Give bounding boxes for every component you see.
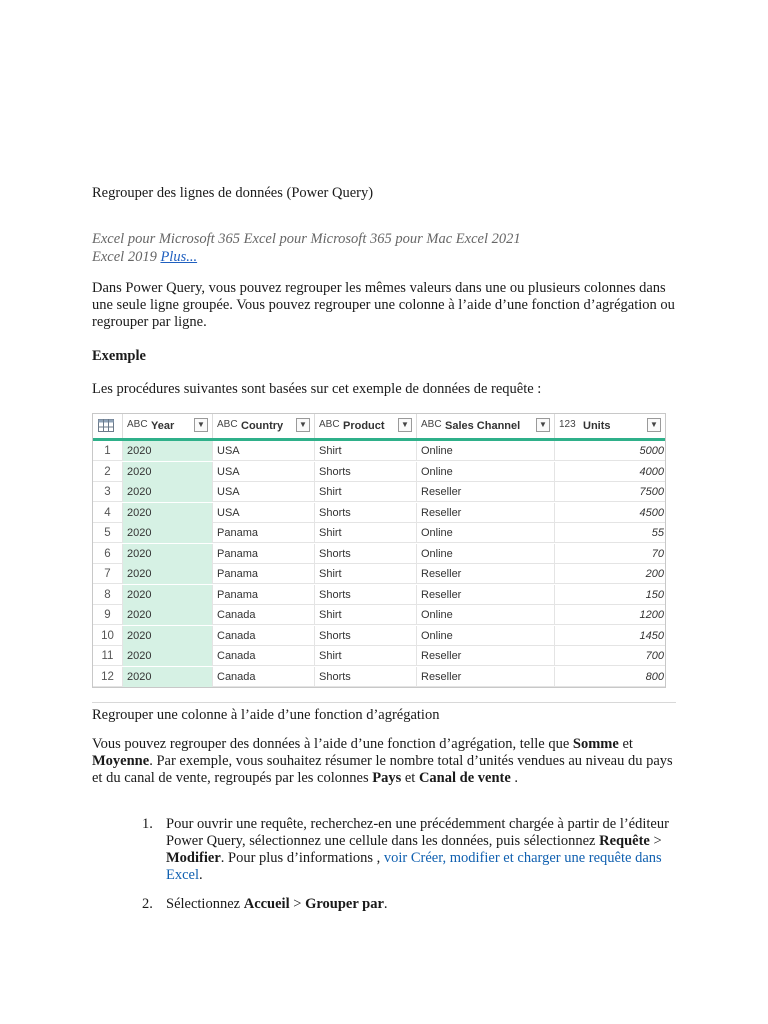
- cell-sales-channel[interactable]: Online: [417, 462, 555, 482]
- example-heading: Exemple: [92, 348, 146, 364]
- cell-units[interactable]: 1450: [639, 629, 664, 642]
- applies-to-text: Excel pour Microsoft 365 Excel pour Microsoft 365 pour Mac Excel 2021 Excel 2019: [92, 231, 521, 265]
- table-row: [93, 441, 665, 461]
- cell-sales-channel[interactable]: Reseller: [417, 667, 555, 687]
- row-number[interactable]: 3: [93, 482, 123, 502]
- step-text: [166, 896, 678, 913]
- bold-term: Canal de vente: [418, 770, 511, 786]
- table-icon: [98, 419, 114, 432]
- table-row: [93, 646, 665, 666]
- filter-dropdown-icon[interactable]: ▼: [296, 418, 310, 432]
- row-number[interactable]: 6: [93, 544, 123, 564]
- bold-term: Accueil: [243, 896, 290, 912]
- cell-country[interactable]: Canada: [213, 605, 315, 625]
- list-item: [92, 896, 682, 916]
- text: Sélectionnez: [166, 896, 244, 912]
- filter-dropdown-icon[interactable]: ▼: [536, 418, 550, 432]
- row-number[interactable]: 12: [93, 667, 123, 687]
- text: . Par exemple, vous souhaitez résumer le nombre total d’unités vendues au niveau du pays et du canal de vente, regroupés par les colonnes: [92, 753, 673, 786]
- cell-country[interactable]: USA: [213, 441, 315, 461]
- text: . Pour plus d’informations ,: [220, 850, 384, 866]
- row-number[interactable]: 4: [93, 503, 123, 523]
- row-number[interactable]: 2: [93, 462, 123, 482]
- cell-units[interactable]: 70: [651, 547, 664, 560]
- cell-sales-channel[interactable]: Reseller: [417, 482, 555, 502]
- cell-product[interactable]: Shorts: [315, 585, 417, 605]
- column-header-units[interactable]: [555, 414, 665, 438]
- cell-sales-channel[interactable]: Online: [417, 523, 555, 543]
- cell-units[interactable]: 200: [645, 568, 664, 580]
- column-header-sales-channel[interactable]: [417, 414, 555, 438]
- text: >: [289, 896, 306, 912]
- cell-country[interactable]: USA: [213, 462, 315, 482]
- text-type-icon: ABC: [217, 419, 238, 430]
- cell-sales-channel[interactable]: Online: [417, 626, 555, 646]
- cell-year[interactable]: 2020: [123, 544, 213, 564]
- intro-paragraph: Dans Power Query, vous pouvez regrouper les mêmes valeurs dans une ou plusieurs colonnes dans une seule ligne groupée. Vous pouvez regrouper une colonne à l’aide d’une fonction d’agrégation ou regrouper par ligne.: [92, 280, 675, 330]
- cell-year[interactable]: 2020: [123, 503, 213, 523]
- cell-sales-channel[interactable]: Online: [417, 544, 555, 564]
- text: et: [401, 770, 419, 786]
- table-row: [93, 626, 665, 646]
- table-row: [93, 564, 665, 584]
- cell-product[interactable]: Shirt: [315, 441, 417, 461]
- column-header-product[interactable]: [315, 414, 417, 438]
- column-name: Units: [583, 420, 611, 432]
- table-header: [93, 414, 665, 441]
- cell-year[interactable]: 2020: [123, 667, 213, 687]
- cell-product[interactable]: Shorts: [315, 503, 417, 523]
- section-paragraph: [92, 736, 682, 787]
- cell-sales-channel[interactable]: Reseller: [417, 503, 555, 523]
- cell-sales-channel[interactable]: Online: [417, 605, 555, 625]
- row-number[interactable]: 9: [93, 605, 123, 625]
- bold-term: Requête: [599, 833, 650, 849]
- filter-dropdown-icon[interactable]: ▼: [194, 418, 208, 432]
- text: >: [649, 833, 662, 849]
- row-number[interactable]: 8: [93, 585, 123, 605]
- cell-year[interactable]: 2020: [123, 585, 213, 605]
- row-number[interactable]: 5: [93, 523, 123, 543]
- cell-product[interactable]: Shirt: [315, 482, 417, 502]
- cell-country[interactable]: USA: [213, 503, 315, 523]
- bold-term: Somme: [572, 736, 619, 752]
- step-text: [166, 816, 678, 884]
- cell-year[interactable]: 2020: [123, 626, 213, 646]
- list-item: [92, 816, 682, 886]
- table-row: [93, 667, 665, 687]
- row-number[interactable]: 10: [93, 626, 123, 646]
- text: .: [383, 896, 388, 912]
- cell-year[interactable]: 2020: [123, 462, 213, 482]
- cell-country[interactable]: Panama: [213, 585, 315, 605]
- cell-country[interactable]: Panama: [213, 564, 315, 584]
- cell-product[interactable]: Shirt: [315, 564, 417, 584]
- more-link[interactable]: Plus...: [160, 249, 198, 265]
- column-name: Product: [343, 420, 385, 432]
- column-header-country[interactable]: [213, 414, 315, 438]
- cell-sales-channel[interactable]: Reseller: [417, 585, 555, 605]
- bold-term: Modifier: [166, 850, 221, 866]
- cell-sales-channel[interactable]: Reseller: [417, 646, 555, 666]
- row-number[interactable]: 7: [93, 564, 123, 584]
- cell-year[interactable]: 2020: [123, 564, 213, 584]
- column-header-year[interactable]: [123, 414, 213, 438]
- filter-dropdown-icon[interactable]: ▼: [647, 418, 661, 432]
- cell-country[interactable]: Panama: [213, 544, 315, 564]
- cell-sales-channel[interactable]: Online: [417, 441, 555, 461]
- cell-product[interactable]: Shorts: [315, 626, 417, 646]
- table-menu[interactable]: [93, 414, 123, 438]
- cell-country[interactable]: Canada: [213, 626, 315, 646]
- column-name: Country: [241, 420, 284, 432]
- table-row: [93, 585, 665, 605]
- query-data-table: [92, 413, 666, 688]
- step-number: 1.: [142, 816, 153, 832]
- number-type-icon: 123: [559, 419, 576, 430]
- cell-product[interactable]: Shirt: [315, 605, 417, 625]
- applies-to: [92, 230, 522, 266]
- table-row: [93, 523, 665, 543]
- cell-year[interactable]: 2020: [123, 523, 213, 543]
- filter-dropdown-icon[interactable]: ▼: [398, 418, 412, 432]
- cell-sales-channel[interactable]: Reseller: [417, 564, 555, 584]
- cell-country[interactable]: Canada: [213, 667, 315, 687]
- column-name: Sales Channel: [445, 420, 521, 432]
- table-row: [93, 482, 665, 502]
- cell-product[interactable]: Shirt: [315, 523, 417, 543]
- cell-country[interactable]: USA: [213, 482, 315, 502]
- text-type-icon: ABC: [127, 419, 148, 430]
- cell-product[interactable]: Shorts: [315, 667, 417, 687]
- section-divider: [92, 702, 676, 703]
- bold-term: Grouper par: [305, 896, 384, 912]
- section-heading: Regrouper une colonne à l’aide d’une fonction d’agrégation: [92, 707, 440, 723]
- cell-country[interactable]: Panama: [213, 523, 315, 543]
- table-row: [93, 462, 665, 482]
- row-number[interactable]: 11: [93, 646, 123, 666]
- text: et: [618, 736, 633, 752]
- cell-country[interactable]: Canada: [213, 646, 315, 666]
- table-row: [93, 605, 665, 625]
- cell-product[interactable]: Shorts: [315, 462, 417, 482]
- cell-units[interactable]: 800: [645, 670, 664, 683]
- cell-units[interactable]: 5000: [639, 445, 664, 457]
- cell-units[interactable]: 700: [645, 650, 664, 662]
- step-number: 2.: [142, 896, 153, 912]
- cell-units[interactable]: 1200: [639, 609, 664, 621]
- table-row: [93, 544, 665, 564]
- text: Vous pouvez regrouper des données à l’aide d’une fonction d’agrégation, telle que: [92, 736, 573, 752]
- cell-year[interactable]: 2020: [123, 646, 213, 666]
- text: .: [199, 867, 203, 883]
- cell-units[interactable]: 4000: [639, 465, 664, 478]
- cell-year[interactable]: 2020: [123, 482, 213, 502]
- bold-term: Moyenne: [92, 753, 150, 769]
- cell-units[interactable]: 7500: [639, 486, 664, 498]
- text-type-icon: ABC: [319, 419, 340, 430]
- cell-units[interactable]: 55: [651, 527, 664, 539]
- cell-year[interactable]: 2020: [123, 441, 213, 461]
- table-row: [93, 503, 665, 523]
- column-name: Year: [151, 420, 175, 432]
- text-type-icon: ABC: [421, 419, 442, 430]
- text: .: [510, 770, 519, 786]
- help-link[interactable]: voir Créer, modifier et charger une requête dans Excel: [166, 850, 662, 883]
- cell-year[interactable]: 2020: [123, 605, 213, 625]
- cell-units[interactable]: 150: [645, 588, 664, 601]
- cell-product[interactable]: Shirt: [315, 646, 417, 666]
- cell-product[interactable]: Shorts: [315, 544, 417, 564]
- example-intro: Les procédures suivantes sont basées sur cet exemple de données de requête :: [92, 381, 542, 397]
- bold-term: Pays: [372, 770, 402, 786]
- cell-units[interactable]: 4500: [639, 506, 664, 519]
- text: Pour ouvrir une requête, recherchez-en une précédemment chargée à partir de l’éditeur Power Query, sélectionnez une cellule dans les données, puis sélectionnez: [166, 816, 669, 849]
- page-title: Regrouper des lignes de données (Power Query): [92, 185, 374, 201]
- row-number[interactable]: 1: [93, 441, 123, 461]
